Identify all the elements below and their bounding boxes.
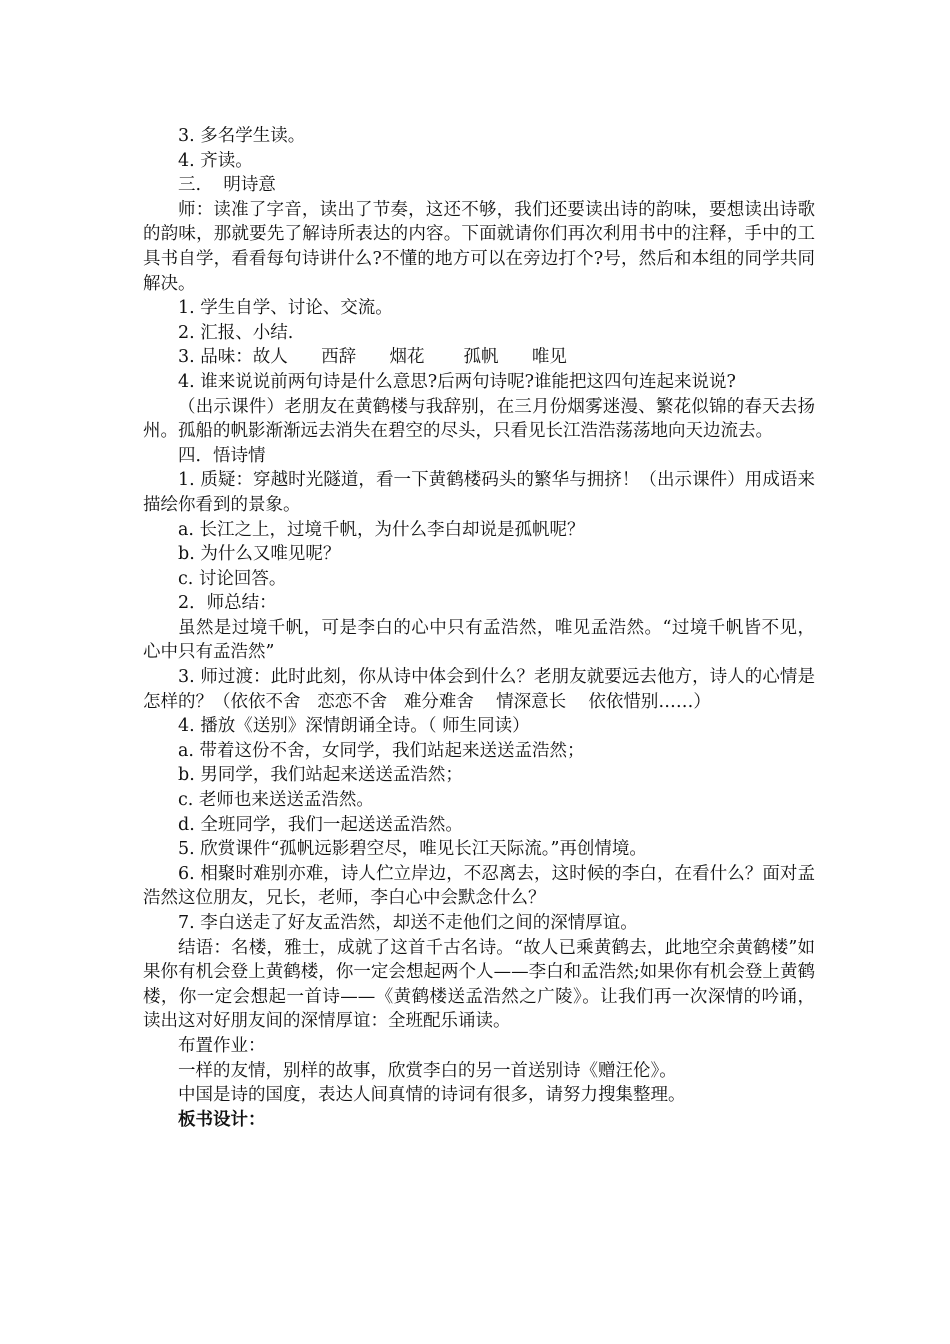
paragraph: 2．师总结： xyxy=(178,593,277,614)
paragraph: d. 全班同学，我们一起送送孟浩然。 xyxy=(178,814,463,835)
paragraph: 虽然是过境千帆，可是李白的心中只有孟浩然，唯见孟浩然。“过境千帆皆不见，心中只有孟浩然” xyxy=(143,617,815,663)
paragraph: 3. 师过渡：此时此刻，你从诗中体会到什么？老朋友就要远去他方，诗人的心情是怎样的？（依依不舍 恋恋不舍 难分难舍 情深意长 依依惜别……） xyxy=(143,667,815,712)
board-design-heading: 板书设计： xyxy=(178,1109,266,1130)
section-heading: 三. 明诗意 xyxy=(178,175,276,196)
paragraph: b. 为什么又唯见呢？ xyxy=(178,544,341,565)
paragraph: c. 老师也来送送孟浩然。 xyxy=(178,790,374,811)
paragraph: （出示课件）老朋友在黄鹤楼与我辞别，在三月份烟雾迷漫、繁花似锦的春天去扬州。孤船的帆影渐渐远去消失在碧空的尽头，只看见长江浩浩荡荡地向天边流去。 xyxy=(143,396,815,442)
paragraph: 师：读准了字音，读出了节奏，这还不够，我们还要读出诗的韵味，要想读出诗歌的韵味，那就要先了解诗所表达的内容。下面就请你们再次利用书中的注释，手中的工具书自学，看看每句诗讲什么?不懂的地方可以在旁边打个?号，然后和本组的同学共同解决。 xyxy=(143,199,815,294)
paragraph: a. 带着这份不舍，女同学，我们站起来送送孟浩然； xyxy=(178,740,585,761)
paragraph: c. 讨论回答。 xyxy=(178,568,287,589)
paragraph: 1. 质疑：穿越时光隧道，看一下黄鹤楼码头的繁华与拥挤！（出示课件）用成语来描绘你看到的景象。 xyxy=(143,470,815,515)
paragraph: 6. 相聚时难别亦难，诗人伫立岸边，不忍离去，这时候的李白，在看什么？面对孟浩然这位朋友，兄长，老师，李白心中会默念什么？ xyxy=(143,863,815,909)
paragraph: 布置作业： xyxy=(178,1035,266,1056)
paragraph: 3. 多名学生读。 xyxy=(178,126,306,146)
document-page xyxy=(143,124,815,1132)
paragraph: b. 男同学，我们站起来送送孟浩然； xyxy=(178,765,463,786)
section-heading: 四．悟诗情 xyxy=(178,445,266,466)
paragraph: 2. 汇报、小结. xyxy=(178,322,294,343)
paragraph: a. 长江之上，过境千帆，为什么李白却说是孤帆呢？ xyxy=(178,519,585,540)
paragraph: 5. 欣赏课件“孤帆远影碧空尽，唯见长江天际流。”再创情境。 xyxy=(178,839,647,860)
paragraph: 3. 品味：故人 西辞 烟花 孤帆 唯见 xyxy=(178,347,567,368)
paragraph: 4. 谁来说说前两句诗是什么意思?后两句诗呢?谁能把这四句连起来说说? xyxy=(178,371,736,392)
paragraph: 7. 李白送走了好友孟浩然，却送不走他们之间的深情厚谊。 xyxy=(178,913,638,933)
paragraph: 1. 学生自学、讨论、交流。 xyxy=(178,298,393,319)
paragraph: 一样的友情，别样的故事，欣赏李白的另一首送别诗《赠汪伦》。 xyxy=(178,1060,677,1081)
paragraph: 结语：名楼，雅士，成就了这首千古名诗。“故人已乘黄鹤去，此地空余黄鹤楼”如果你有机会登上黄鹤楼，你一定会想起两个人——李白和孟浩然;如果你有机会登上黄鹤楼，你一定会想起一首诗——《黄鹤楼送孟浩然之广陵》。让我们再一次深情的吟诵，读出这对好朋友间的深情厚谊：全班配乐诵读。 xyxy=(143,937,815,1032)
paragraph: 4. 播放《送别》深情朗诵全诗。（ 师生同读） xyxy=(178,716,530,737)
paragraph: 中国是诗的国度，表达人间真情的诗词有很多，请努力搜集整理。 xyxy=(178,1085,686,1106)
paragraph: 4. 齐读。 xyxy=(178,150,253,171)
